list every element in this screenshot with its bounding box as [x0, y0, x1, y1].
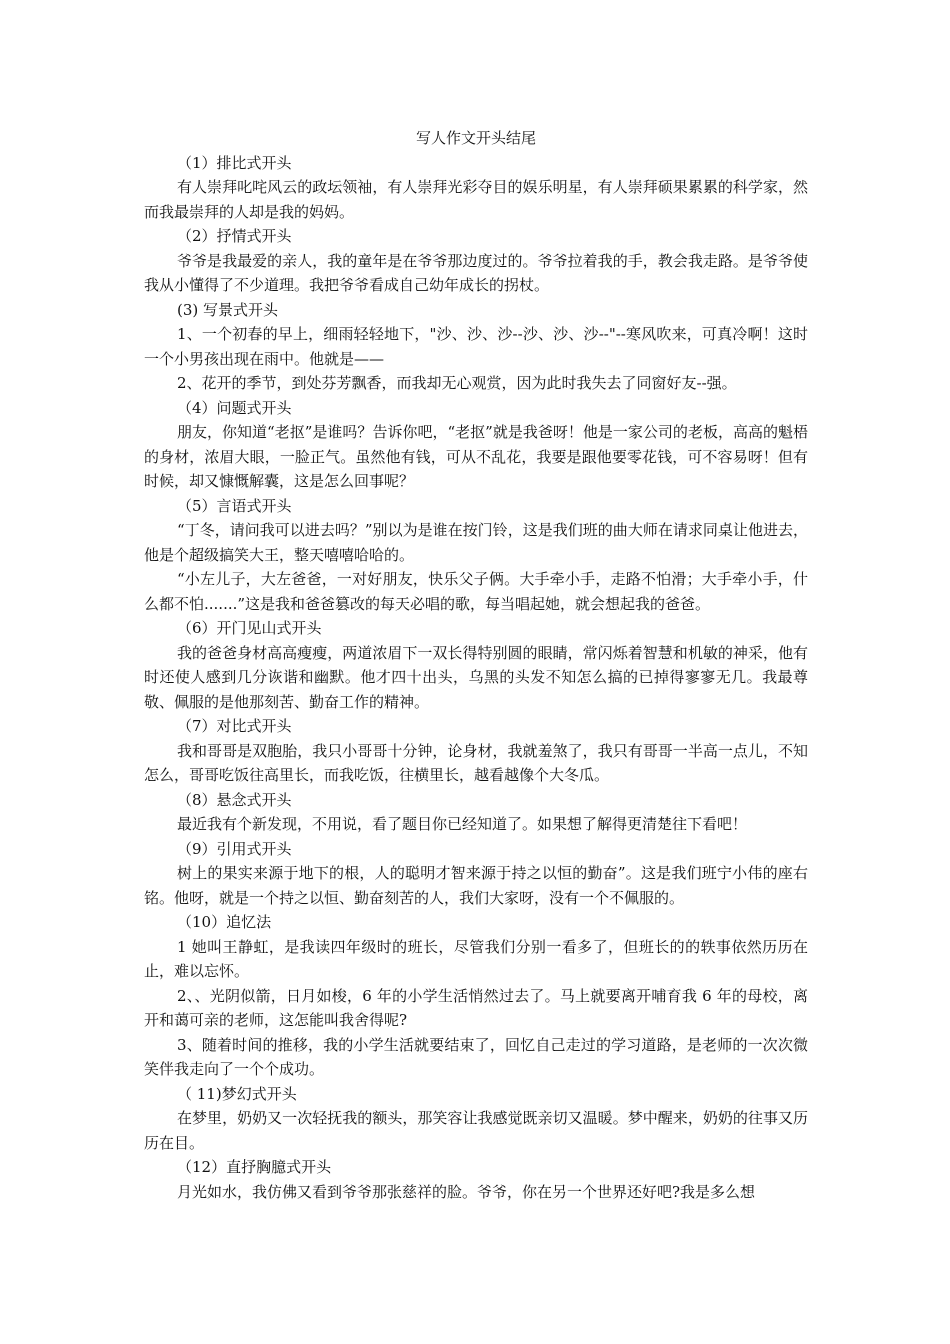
section-heading: （ 11)梦幻式开头 — [177, 1084, 297, 1103]
section-heading: （8）悬念式开头 — [177, 790, 292, 809]
body-paragraph: 1、一个初春的早上，细雨轻轻地下，"沙、沙、沙--沙、沙、沙--"--寒风吹来，可真冷啊！这时一个小男孩出现在雨中。他就是—— — [144, 325, 808, 368]
body-paragraph: 3、随着时间的推移，我的小学生活就要结束了，回忆自己走过的学习道路，是老师的一次次微笑伴我走向了一个个成功。 — [144, 1035, 808, 1078]
section-heading: （6）开门见山式开头 — [177, 619, 322, 637]
body-paragraph: 1 她叫王静虹，是我读四年级时的班长，尽管我们分别一看多了，但班长的的轶事依然历历在止，难以忘怀。 — [144, 937, 808, 980]
body-paragraph: 2、、光阴似箭，日月如梭，6 年的小学生活悄然过去了。马上就要离开哺育我 6 年的母校，离开和蔼可亲的老师，这怎能叫我舍得呢? — [144, 986, 808, 1029]
body-paragraph: “丁冬，请问我可以进去吗？”别以为是谁在按门铃，这是我们班的曲大师在请求同桌让他进去，他是个超级搞笑大王，整天嘻嘻哈哈的。 — [144, 521, 808, 564]
body-paragraph: 2、花开的季节，到处芬芳飘香，而我却无心观赏，因为此时我失去了同窗好友--强。 — [177, 374, 737, 392]
body-paragraph: 有人崇拜叱咤风云的政坛领袖，有人崇拜光彩夺目的娱乐明星，有人崇拜硕果累累的科学家，然而我最崇拜的人却是我的妈妈。 — [144, 178, 808, 221]
section-heading: （2）抒情式开头 — [177, 227, 292, 245]
section-heading: （5）言语式开头 — [177, 496, 292, 515]
section-heading: （7）对比式开头 — [177, 717, 292, 735]
document-body — [144, 151, 808, 1205]
body-paragraph: 朋友，你知道“老抠”是谁吗？告诉你吧，“老抠”就是我爸呀！他是一家公司的老板，高高的魁梧的身材，浓眉大眼，一脸正气。虽然他有钱，可从不乱花，我要是跟他要零花钱，可不容易呀！但有时候，却又慷慨解囊，这是怎么回事呢？ — [144, 423, 808, 490]
document-title: 写人作文开头结尾 — [415, 129, 536, 147]
body-paragraph: 在梦里，奶奶又一次轻抚我的额头，那笑容让我感觉既亲切又温暖。梦中醒来，奶奶的往事又历历在目。 — [144, 1109, 808, 1152]
body-paragraph: “小左儿子，大左爸爸，一对好朋友，快乐父子俩。大手牵小手，走路不怕滑；大手牵小手，什么都不怕.......”这是我和爸爸篡改的每天必唱的歌，每当唱起她，就会想起我的爸爸。 — [144, 570, 808, 613]
section-heading: （9）引用式开头 — [177, 839, 292, 858]
section-heading: （1）排比式开头 — [177, 153, 292, 172]
body-paragraph: 最近我有个新发现，不用说，看了题目你已经知道了。如果想了解得更清楚往下看吧！ — [177, 815, 748, 833]
body-paragraph: 我的爸爸身材高高瘦瘦，两道浓眉下一双长得特别圆的眼睛，常闪烁着智慧和机敏的神采，他有时还使人感到几分诙谐和幽默。他才四十出头，乌黑的头发不知怎么搞的已掉得寥寥无几。我最尊敬、佩服的是他那刻苦、勤奋工作的精神。 — [144, 643, 808, 711]
body-paragraph: 我和哥哥是双胞胎，我只小哥哥十分钟，论身材，我就羞煞了，我只有哥哥一半高一点儿，不知怎么，哥哥吃饭往高里长，而我吃饭，往横里长，越看越像个大冬瓜。 — [144, 741, 808, 784]
body-paragraph: 月光如水，我仿佛又看到爷爷那张慈祥的脸。爷爷，你在另一个世界还好吧?我是多么想 — [177, 1182, 756, 1201]
section-heading: （12）直抒胸臆式开头 — [177, 1158, 332, 1176]
body-paragraph: 爷爷是我最爱的亲人，我的童年是在爷爷那边度过的。爷爷拉着我的手，教会我走路。是爷爷使我从小懂得了不少道理。我把爷爷看成自己幼年成长的拐杖。 — [144, 251, 808, 294]
section-heading: （4）问题式开头 — [177, 398, 292, 417]
section-heading: (3) 写景式开头 — [177, 300, 279, 319]
body-paragraph: 树上的果实来源于地下的根，人的聪明才智来源于持之以恒的勤奋”。这是我们班宁小伟的座右铭。他呀，就是一个持之以恒、勤奋刻苦的人，我们大家呀，没有一个不佩服的。 — [144, 864, 808, 907]
section-heading: （10）追忆法 — [177, 913, 272, 931]
